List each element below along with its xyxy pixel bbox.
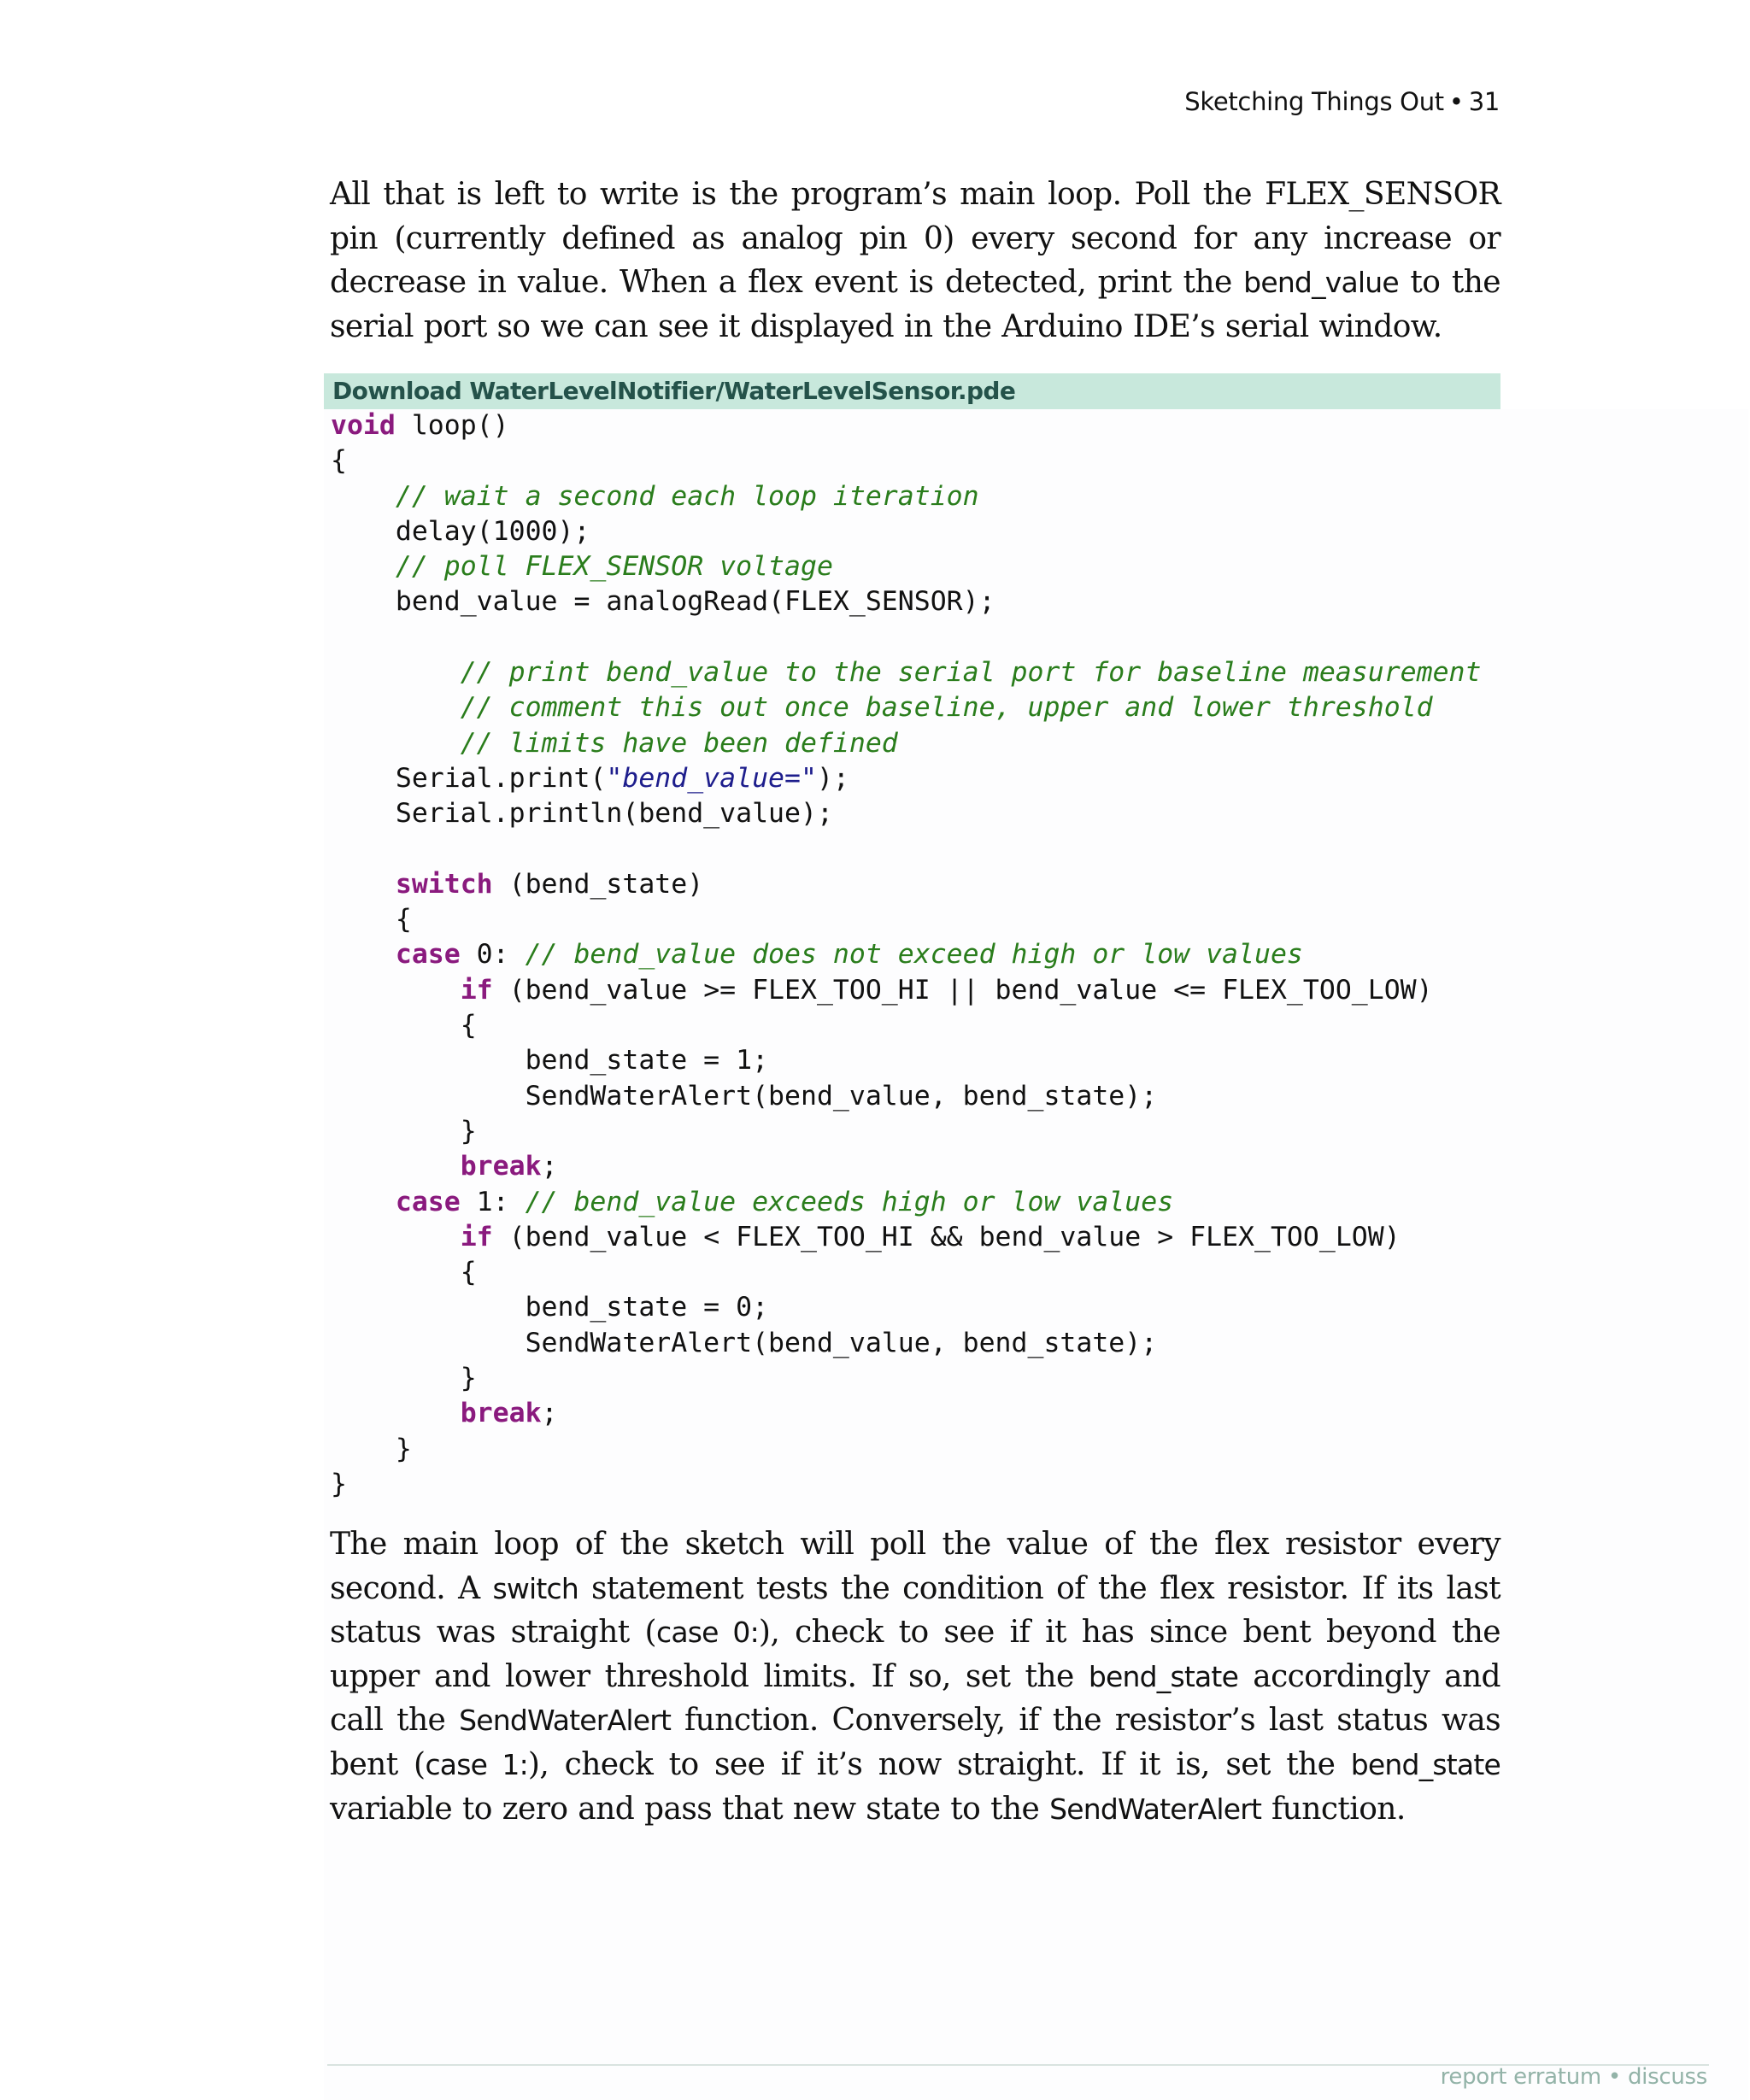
code-line <box>331 1220 1482 1255</box>
report-erratum-link[interactable]: report erratum <box>1440 2064 1601 2090</box>
code-text: ; <box>541 1151 558 1182</box>
code-text: } <box>331 1433 412 1464</box>
code-keyword: case <box>395 939 461 971</box>
code-line <box>331 1079 1482 1114</box>
code-text: ; <box>541 1398 558 1429</box>
code-line <box>331 1185 1482 1220</box>
running-head <box>1184 87 1500 116</box>
code-text: } <box>331 1363 477 1394</box>
code-line <box>331 726 1482 761</box>
code-keyword: case <box>395 1186 461 1217</box>
explanation-text-6: ), check to see if it’s now straight. If it is, set the <box>527 1746 1351 1782</box>
code-line <box>331 655 1482 690</box>
code-keyword: break <box>460 1151 542 1182</box>
intro-text-2: to the serial port so we can see it displayed in the Arduino IDE’s serial window. <box>330 265 1500 344</box>
code-text: SendWaterAlert(bend_value, bend_state); <box>331 1080 1158 1112</box>
code-text: bend_value = analogRead(FLEX_SENSOR); <box>331 586 995 618</box>
code-comment: // bend_value does not exceed high or low values <box>525 939 1303 971</box>
code-line <box>331 832 1482 867</box>
footer-bullet: • <box>1607 2064 1621 2090</box>
code-text: loop() <box>395 410 509 441</box>
code-line <box>331 690 1482 725</box>
code-line <box>331 1114 1482 1149</box>
download-link[interactable]: Download WaterLevelNotifier/WaterLevelSensor.pde <box>324 373 1500 409</box>
code-text: (bend_state) <box>492 868 704 900</box>
code-text: { <box>331 1257 477 1288</box>
explanation-text-4: accordingly and call the <box>330 1658 1500 1739</box>
code-text: Serial.println(bend_value); <box>331 798 833 830</box>
explanation-text-1: The main loop of the sketch will poll the value of the flex resistor every second. A <box>330 1527 1500 1606</box>
inline-code-case-0: case 0: <box>656 1616 759 1650</box>
code-line <box>331 1467 1482 1502</box>
discuss-link[interactable]: discuss <box>1627 2064 1707 2090</box>
explanation-text-7: variable to zero and pass that new state to the <box>330 1791 1050 1827</box>
code-line <box>331 514 1482 549</box>
code-line <box>331 902 1482 937</box>
code-text <box>331 481 396 512</box>
code-text: bend_state = 0; <box>331 1292 769 1323</box>
explanation-text-8: function. <box>1261 1791 1406 1827</box>
code-keyword: switch <box>395 868 493 900</box>
inline-code-bend-value: bend_value <box>1243 266 1399 300</box>
code-line <box>331 443 1482 478</box>
code-line <box>331 761 1482 796</box>
code-text <box>331 657 461 688</box>
code-keyword: void <box>331 410 396 441</box>
code-text: 0: <box>460 939 526 971</box>
code-line <box>331 620 1482 655</box>
code-text: } <box>331 1115 477 1147</box>
code-text: } <box>331 1468 347 1499</box>
code-comment: // print bend_value to the serial port for baseline measurement <box>460 657 1482 689</box>
inline-code-bend-state: bend_state <box>1350 1747 1500 1781</box>
code-line <box>331 479 1482 514</box>
code-text <box>331 551 396 582</box>
code-line <box>331 1326 1482 1361</box>
code-line <box>331 1290 1482 1325</box>
code-text: delay(1000); <box>331 515 590 547</box>
code-keyword: break <box>460 1398 542 1429</box>
code-keyword: if <box>460 974 493 1006</box>
code-text: { <box>331 445 347 477</box>
code-line <box>331 937 1482 972</box>
code-line <box>331 1008 1482 1043</box>
code-line <box>331 1149 1482 1184</box>
code-string: "bend_value=" <box>606 762 817 794</box>
code-text: { <box>331 904 412 936</box>
code-text: SendWaterAlert(bend_value, bend_state); <box>331 1327 1158 1358</box>
code-text <box>331 1398 461 1428</box>
code-text <box>331 1187 396 1217</box>
code-text <box>331 728 461 759</box>
code-text: Serial.print( <box>331 762 607 794</box>
inline-code-switch: switch <box>492 1571 579 1605</box>
code-comment: // bend_value exceeds high or low values <box>525 1186 1174 1217</box>
code-text: bend_state = 1; <box>331 1045 769 1076</box>
code-line <box>331 1432 1482 1467</box>
running-head-bullet: • <box>1448 87 1464 116</box>
code-line <box>331 1396 1482 1431</box>
inline-code-case-1: case 1: <box>425 1747 528 1781</box>
code-line <box>331 1043 1482 1078</box>
code-text: { <box>331 1010 477 1041</box>
code-line <box>331 973 1482 1008</box>
code-text <box>331 975 461 1006</box>
inline-code-sendwateralert: SendWaterAlert <box>1049 1792 1262 1826</box>
chapter-title: Sketching Things Out <box>1184 87 1444 116</box>
explanation-paragraph <box>330 1522 1500 1831</box>
code-text: ); <box>816 762 849 794</box>
code-text <box>331 1222 461 1252</box>
code-line <box>331 1255 1482 1290</box>
code-comment: // wait a second each loop iteration <box>395 480 979 512</box>
code-text <box>331 1151 461 1182</box>
code-line <box>331 1361 1482 1396</box>
code-comment: // limits have been defined <box>460 727 898 759</box>
inline-code-sendwateralert: SendWaterAlert <box>459 1704 672 1738</box>
code-text <box>331 869 396 900</box>
inline-code-bend-state: bend_state <box>1088 1659 1239 1693</box>
intro-text-1: All that is left to write is the program’s main loop. Poll the FLEX_SENSOR pin (currently defined as analog pin 0) every second for any increase or decrease in value. When a flex event is detected, print the <box>330 177 1500 301</box>
code-keyword: if <box>460 1221 493 1252</box>
code-text <box>331 692 461 723</box>
footer-links <box>1441 2064 1707 2090</box>
code-listing <box>331 408 1482 1502</box>
code-text: (bend_value < FLEX_TOO_HI && bend_value > FLEX_TOO_LOW) <box>492 1221 1401 1252</box>
code-line <box>331 408 1482 443</box>
code-comment: // comment this out once baseline, upper and lower threshold <box>460 692 1433 724</box>
code-line <box>331 867 1482 902</box>
explanation-text-3: ), check to see if it has since bent beyond the upper and lower threshold limits. If so, set the <box>330 1615 1500 1694</box>
code-text: 1: <box>460 1186 526 1217</box>
code-line <box>331 584 1482 619</box>
code-line <box>331 796 1482 831</box>
code-comment: // poll FLEX_SENSOR voltage <box>395 551 833 583</box>
explanation-text-5: function. Conversely, if the resistor’s last status was bent ( <box>330 1703 1500 1782</box>
intro-paragraph <box>330 173 1500 349</box>
code-line <box>331 549 1482 584</box>
code-text <box>331 939 396 970</box>
explanation-text-2: statement tests the condition of the flex resistor. If its last status was straight ( <box>330 1570 1500 1651</box>
page-number: 31 <box>1468 87 1500 116</box>
code-text: (bend_value >= FLEX_TOO_HI || bend_value <= FLEX_TOO_LOW) <box>492 974 1433 1006</box>
